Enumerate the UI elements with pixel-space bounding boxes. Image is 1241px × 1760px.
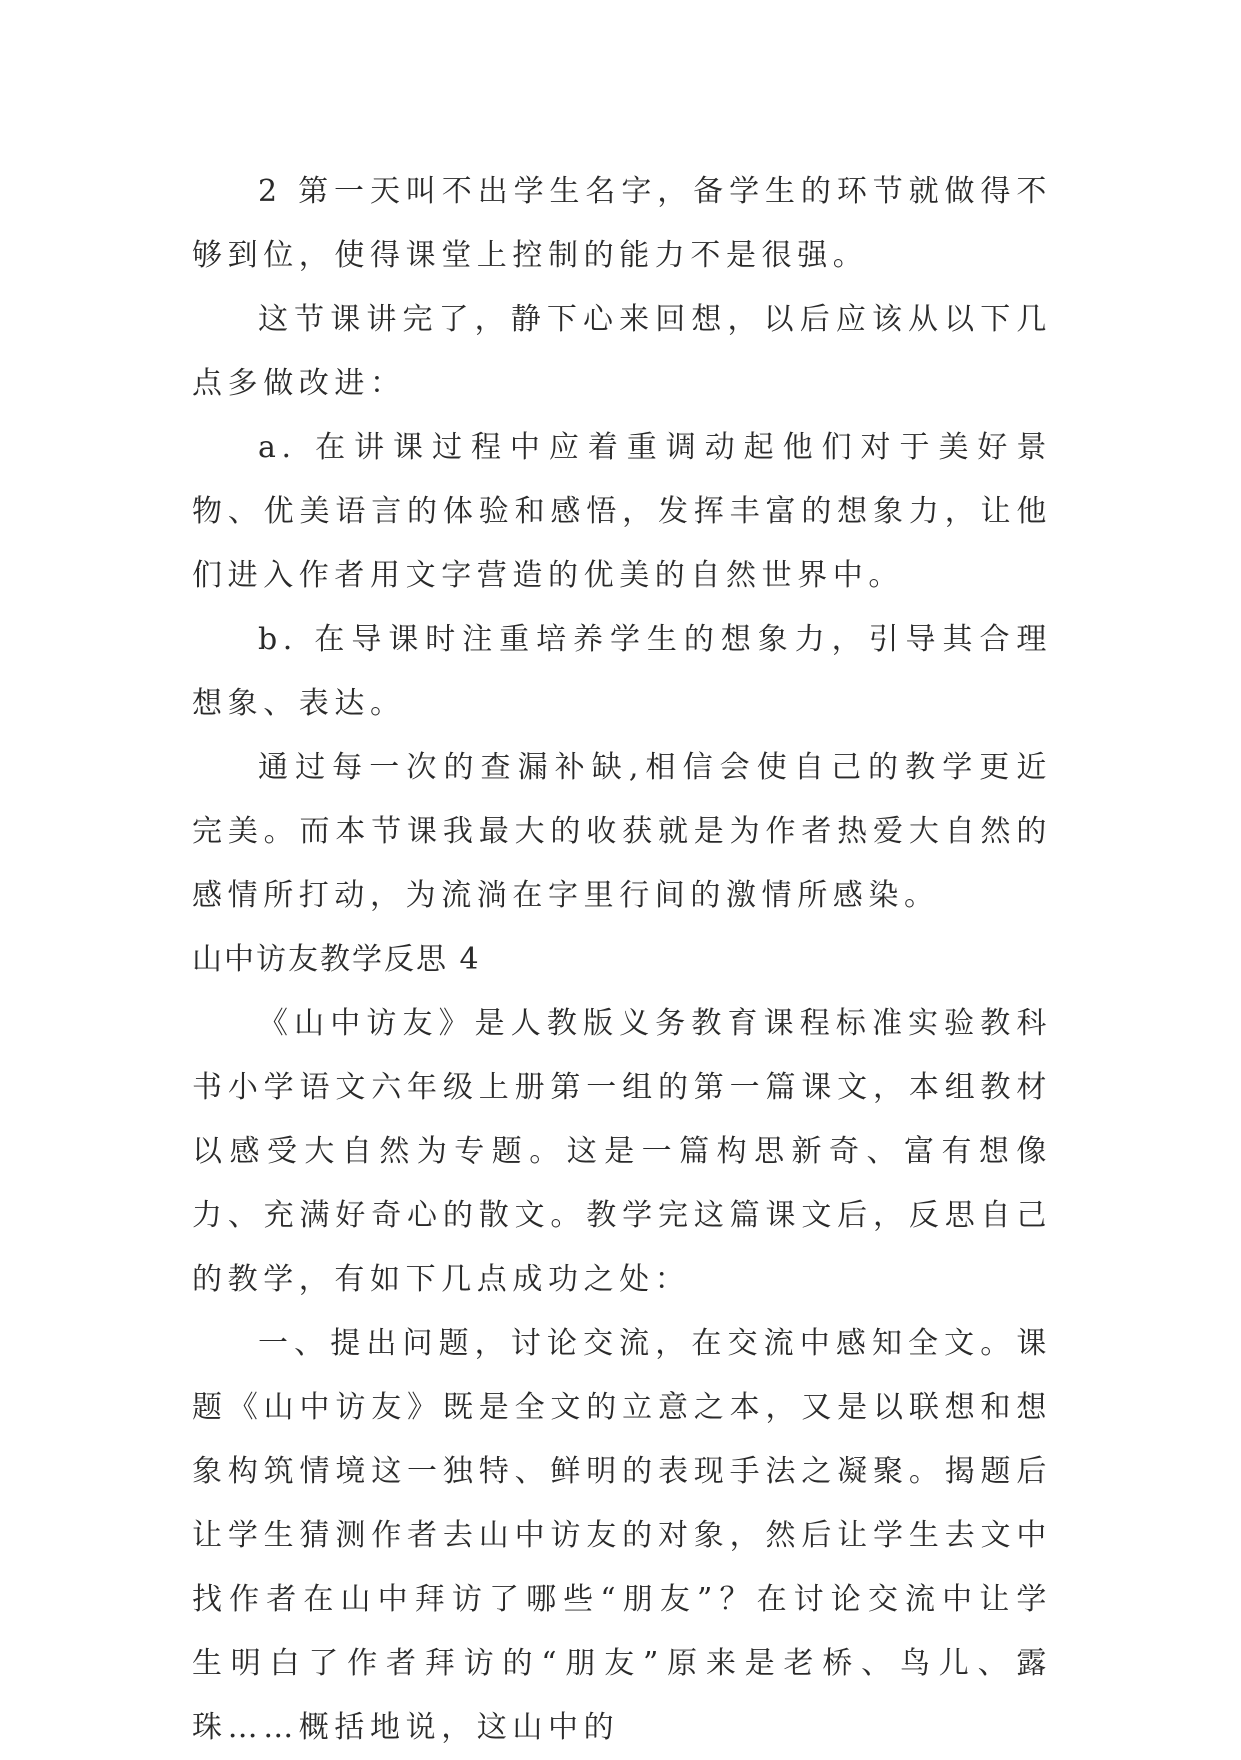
paragraph-6: 《山中访友》是人教版义务教育课程标准实验教科书小学语文六年级上册第一组的第一篇课文，本组教材以感受大自然为专题。这是一篇构思新奇、富有想像力、充满好奇心的散文。教学完这篇课文后，反思自己的教学，有如下几点成功之处：: [192, 1006, 1052, 1297]
paragraph-4: b. 在导课时注重培养学生的想象力，引导其合理想象、表达。: [192, 622, 1052, 721]
paragraph-2: 这节课讲完了，静下心来回想，以后应该从以下几点多做改进：: [192, 302, 1052, 401]
section-heading: 山中访友教学反思 4: [192, 942, 481, 977]
document-page: [192, 160, 1052, 1760]
paragraph-3: a. 在讲课过程中应着重调动起他们对于美好景物、优美语言的体验和感悟，发挥丰富的想象力，让他们进入作者用文字营造的优美的自然世界中。: [192, 430, 1052, 593]
paragraph-7: 一、提出问题，讨论交流，在交流中感知全文。课题《山中访友》既是全文的立意之本，又是以联想和想象构筑情境这一独特、鲜明的表现手法之凝聚。揭题后让学生猜测作者去山中访友的对象，然后让学生去文中找作者在山中拜访了哪些“朋友”？在讨论交流中让学生明白了作者拜访的“朋友”原来是老桥、鸟儿、露珠……概括地说，这山中的: [192, 1326, 1052, 1745]
paragraph-5: 通过每一次的查漏补缺,相信会使自己的教学更近完美。而本节课我最大的收获就是为作者热爱大自然的感情所打动，为流淌在字里行间的激情所感染。: [192, 750, 1052, 913]
paragraph-1: 2 第一天叫不出学生名字，备学生的环节就做得不够到位，使得课堂上控制的能力不是很强。: [192, 174, 1052, 273]
